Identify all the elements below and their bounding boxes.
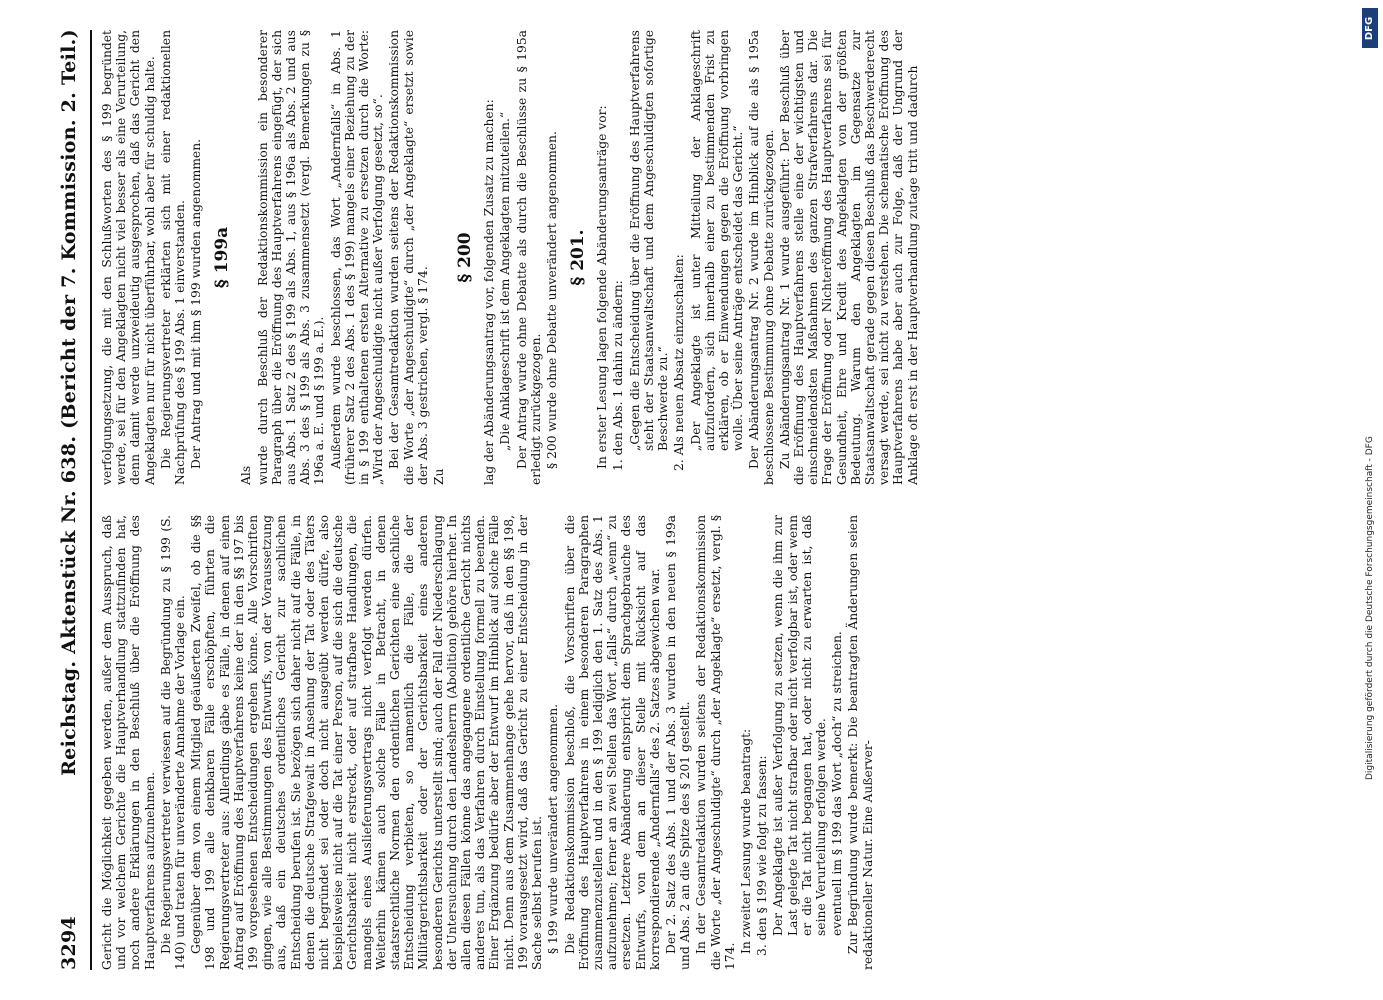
paragraph: In der Gesamtredaktion wurden seitens der Redaktionskommission die Worte „der Angeschuldigte“ durch „der Angeklagte“ ersetzt, vergl. § 174.	[694, 515, 737, 970]
page-number: 3294	[58, 915, 80, 970]
paragraph: Die Regierungsvertreter erklärten sich mit einer redaktionellen Nachprüfung des § 199 Abs. 1 einverstanden.	[158, 30, 188, 485]
paragraph: verfolgungsetzung, die mit den Schlußworten des § 199 begründet werde, sei für den Angeklagten nicht viel besser als eine Verurteilung, denn damit werde unzweideutig ausgesprochen, daß das Gericht den Angeklagten nur für nicht überführbar, wohl aber für schuldig halte.	[100, 30, 157, 485]
section-heading: § 201.	[568, 229, 589, 286]
paragraph: Die Regierungsvertreter verwiesen auf die Begründung zu § 199 (S. 140) und traten für unveränderte Annahme der Vorlage ein.	[158, 515, 188, 970]
paragraph: „Die Anklageschrift ist dem Angeklagten mitzuteilen.“	[498, 111, 513, 451]
paragraph: In erster Lesung lagen folgende Abänderungsanträge vor:	[595, 105, 610, 469]
paragraph: Gericht die Möglichkeit gegeben werden, außer dem Ausspruch, daß und vor welchem Gerichte die Hauptverhandlung stattzufinden hat, noch andere Erklärungen in den Beschluß über die Eröffnung des Hauptverfahrens aufzunehmen.	[100, 515, 157, 970]
paragraph: Außerdem wurde beschlossen, das Wort „Andernfalls“ in Abs. 1 (früherer Satz 2 des Abs. 1 des § 199) mangels einer Beziehung zu der in § 199 enthaltenen ersten Alternative zu ersetzen durch die Worte: „Wird der Angeschuldigte nicht außer Verfolgung gesetzt, so“.	[328, 30, 386, 485]
page-title: Reichstag. Aktenstück Nr. 638. (Bericht der 7. Kommission. 2. Teil.)	[58, 29, 80, 776]
paragraph: § 200 wurde ohne Debatte unverändert angenommen.	[545, 131, 560, 469]
paragraph: eventuell im § 199 das Wort „doch“ zu streichen.	[830, 631, 845, 936]
paragraph: Bei der Gesamtredaktion wurden seitens der Redaktionskommission die Worte „der Angeschuldigte“ durch „der Angeklagte“ ersetzt sowie der Abs. 3 gestrichen, vergl. § 174.	[387, 30, 430, 485]
right-column	[100, 30, 1305, 485]
section-heading: § 199a	[212, 226, 233, 289]
paragraph: 2. Als neuen Absatz einzuschalten:	[672, 254, 687, 471]
page-header	[52, 30, 86, 970]
rotated-document-page	[52, 30, 1312, 970]
header-rule	[90, 30, 92, 970]
paragraph: Zu	[432, 468, 447, 485]
paragraph: lag der Abänderungsantrag vor, folgenden Zusatz zu machen:	[482, 99, 497, 485]
paragraph: Zur Begründung wurde bemerkt: Die beantragten Änderungen seien redaktioneller Natur. Eine Außerver-	[846, 515, 875, 970]
paragraph: Der Antrag und mit ihm § 199 wurden angenommen.	[189, 138, 204, 469]
paragraph: Gegenüber dem von einem Mitglied geäußerten Zweifel, ob die §§ 198 und 199 alle denkbaren Fälle erschöpften, führten die Regierungsvertreter aus: Allerdings gäbe es Fälle, in denen auf einen Antrag auf Eröffnung des Hauptverfahrens keine der in den §§ 197 bis 199 vorgesehenen Entscheidungen ergehen könne. Alle Vorschriften gingen, wie alle Bestimmungen des Entwurfs, von der Voraussetzung aus, daß ein deutsches ordentliches Gericht zur sachlichen Entscheidung berufen ist. Sie bezögen sich daher nicht auf die Fälle, in denen die deutsche Strafgewalt in Ansehung der Tat oder des Täters nicht begründet sei oder doch nicht ausgeübt werden dürfe, also beispielsweise nicht auf die Tat einer Person, auf die sich die deutsche Gerichtsbarkeit nicht erstreckt, oder auf strafbare Handlungen, die mangels eines Auslieferungsvertrags nicht verfolgt werden dürfen. Weiterhin kämen auch solche Fälle in Betracht, in denen staatsrechtliche Normen den ordentlichen Gerichten eine sachliche Entscheidung verbieten, so namentlich die Fälle, die der Militärgerichtsbarkeit oder der Gerichtsbarkeit eines anderen besonderen Gerichts unterstellt sind; auch der Fall der Niederschlagung der Untersuchung durch den Landesherrn (Abolition) gehöre hierher. In allen diesen Fällen könne das angegangene ordentliche Gericht nichts anderes tun, als das Verfahren durch Einstellung formell zu beenden. Einer Ergänzung bedürfe aber der Entwurf im Hinblick auf solche Fälle nicht. Denn aus dem Zusammenhange gehe hervor, daß in den §§ 198, 199 vorausgesetzt wird, daß das Gericht zu einer Entscheidung in der Sache selbst berufen ist.	[189, 515, 545, 970]
paragraph: Die Redaktionskommission beschloß, die Vorschriften über die Eröffnung des Hauptverfahrens in einem besonderen Paragraphen zusammenzustellen und in den § 199 lediglich den 1. Satz des Abs. 1 aufzunehmen; ferner an zwei Stellen das Wort „falls“ durch „wenn“ zu ersetzen. Letztere Abänderung entspricht dem Sprachgebrauche des Entwurfs, von dem an dieser Stelle mit Rücksicht auf das korrespondierende „Andernfalls“ des 2. Satzes abgewichen war.	[562, 515, 662, 970]
paragraph: Der Angeklagte ist außer Verfolgung zu setzen, wenn die ihm zur Last gelegte Tat nicht strafbar oder nicht verfolgbar ist, oder wenn er die Tat nicht begangen hat, oder nicht zu erwarten ist, daß seine Verurteilung erfolgen werde.	[771, 515, 828, 936]
paragraph: „Der Angeklagte ist unter Mitteilung der Anklageschrift aufzufordern, sich innerhalb einer zu bestimmenden Frist zu erklären, ob er Einwendungen gegen die Eröffnung vorbringen wolle. Über seine Anträge entscheidet das Gericht.“	[688, 30, 746, 451]
dfg-funding-note: Digitalisierung gefördert durch die Deutsche Forschungsgemeinschaft - DFG	[1365, 436, 1375, 780]
paragraph: Der Abänderungsantrag Nr. 2 wurde im Hinblick auf die als § 195a beschlossene Bestimmung ohne Debatte zurückgezogen.	[747, 30, 776, 485]
paragraph: Zu Abänderungsantrag Nr. 1 wurde ausgeführt: Der Beschluß über die Eröffnung des Hauptverfahrens stelle eine der wichtigsten und einschneidendsten Maßnahmen des ganzen Strafverfahrens dar. Die Frage der Eröffnung oder Nichteröffnung des Hauptverfahrens sei für Gesundheit, Ehre und Kredit des Angeklagten von der größten Bedeutung. Warum den Angeklagten im Gegensatze zur Staatsanwaltschaft gerade gegen diesen Beschluß das Beschwerderecht versagt werde, sei nicht zu verstehen. Die schematische Eröffnung des Hauptverfahrens habe aber auch zur Folge, daß der Ungrund der Anklage oft erst in der Hauptverhandlung zutage tritt und dadurch	[777, 30, 920, 485]
paragraph: 3. den § 199 wie folgt zu fassen:	[755, 755, 770, 956]
paragraph: „Gegen die Entscheidung über die Eröffnung des Hauptverfahrens steht der Staatsanwaltschaft und dem Angeschuldigten sofortige Beschwerde zu.“	[627, 30, 671, 451]
paragraph: § 199 wurde unverändert angenommen.	[546, 703, 561, 954]
paragraph: In zweiter Lesung wurde beantragt:	[738, 728, 753, 954]
paragraph: Der 2. Satz des Abs. 1 und der Abs. 3 wurden in den neuen § 199a und Abs. 2 an die Spitze des § 201 gestellt.	[663, 515, 693, 970]
paragraph: 1. den Abs. 1 dahin zu ändern:	[611, 280, 626, 471]
paragraph: Der Antrag wurde ohne Debatte als durch die Beschlüsse zu § 195a erledigt zurückgezogen.	[514, 30, 543, 485]
dfg-logo: DFG	[1362, 8, 1378, 48]
section-heading: § 200	[455, 232, 476, 283]
left-column	[100, 515, 1305, 970]
paragraph: Als	[239, 465, 254, 485]
paragraph: wurde durch Beschluß der Redaktionskommission ein besonderer Paragraph über die Eröffnung des Hauptverfahrens eingefügt, der sich aus Abs. 1 Satz 2 des § 199 als Abs. 1, aus § 196a als Abs. 2 und aus Abs. 3 des § 199 als Abs. 3 zusammensetzt (vergl. Bemerkungen zu § 196a a. E. und § 199 a. E.).	[255, 30, 327, 485]
